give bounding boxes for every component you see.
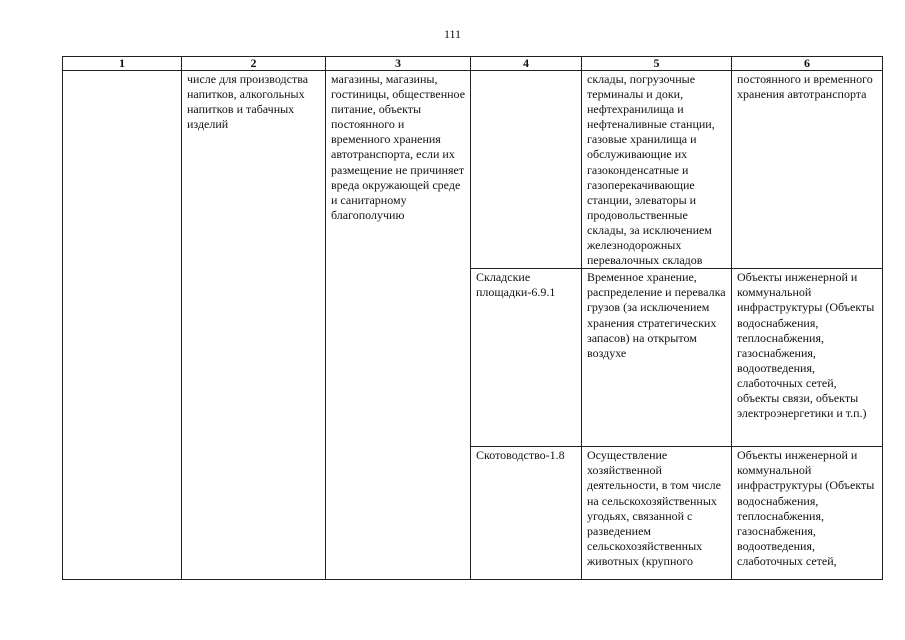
- cell-description-storage-areas: Временное хранение, распределение и перевалка грузов (за исключением хранения стратегических запасов) на открытом воздухе: [582, 269, 732, 447]
- cell-description-livestock: Осуществление хозяйственной деятельности, в том числе на сельскохозяйственных угодьях, связанной с разведением сельскохозяйственных животных (крупного: [582, 447, 732, 580]
- cell-auxiliary-use-continued: магазины, магазины, гостиницы, общественное питание, объекты постоянного и временного хранения автотранспорта, если их размещение не причиняет вреда окружающей среде и санитарному благополучию: [326, 71, 471, 580]
- column-header-4: 4: [471, 57, 582, 71]
- page-number: 111: [443, 27, 462, 41]
- cell-description-continued: склады, погрузочные терминалы и доки, нефтехранилища и нефтеналивные станции, газовые хранилища и обслуживающие их газоконденсатные и газоперекачивающие станции, элеваторы и продовольственные склады, за исключением железнодорожных перевалочных складов: [582, 71, 732, 269]
- cell-use-type-livestock: Скотоводство-1.8: [471, 447, 582, 580]
- header-row: [63, 57, 883, 71]
- column-header-3: 3: [326, 57, 471, 71]
- cell-use-type-empty: [471, 71, 582, 269]
- cell-infrastructure-continued: постоянного и временного хранения автотранспорта: [732, 71, 883, 269]
- column-header-5: 5: [582, 57, 732, 71]
- column-header-6: 6: [732, 57, 883, 71]
- cell-infrastructure-livestock: Объекты инженерной и коммунальной инфраструктуры (Объекты водоснабжения, теплоснабжения, газоснабжения, водоотведения, слаботочных сетей,: [732, 447, 883, 580]
- column-header-1: 1: [63, 57, 182, 71]
- zoning-table: [62, 56, 883, 580]
- column-header-2: 2: [182, 57, 326, 71]
- cell-use-type-storage-areas: Складские площадки-6.9.1: [471, 269, 582, 447]
- cell-infrastructure-storage-areas: Объекты инженерной и коммунальной инфраструктуры (Объекты водоснабжения, теплоснабжения, газоснабжения, водоотведения, слаботочных сетей, объекты связи, объекты электроэнергетики и т.п.): [732, 269, 883, 447]
- table-row: [63, 71, 883, 269]
- cell-zone-empty: [63, 71, 182, 580]
- cell-main-use-continued: числе для производства напитков, алкогольных напитков и табачных изделий: [182, 71, 326, 580]
